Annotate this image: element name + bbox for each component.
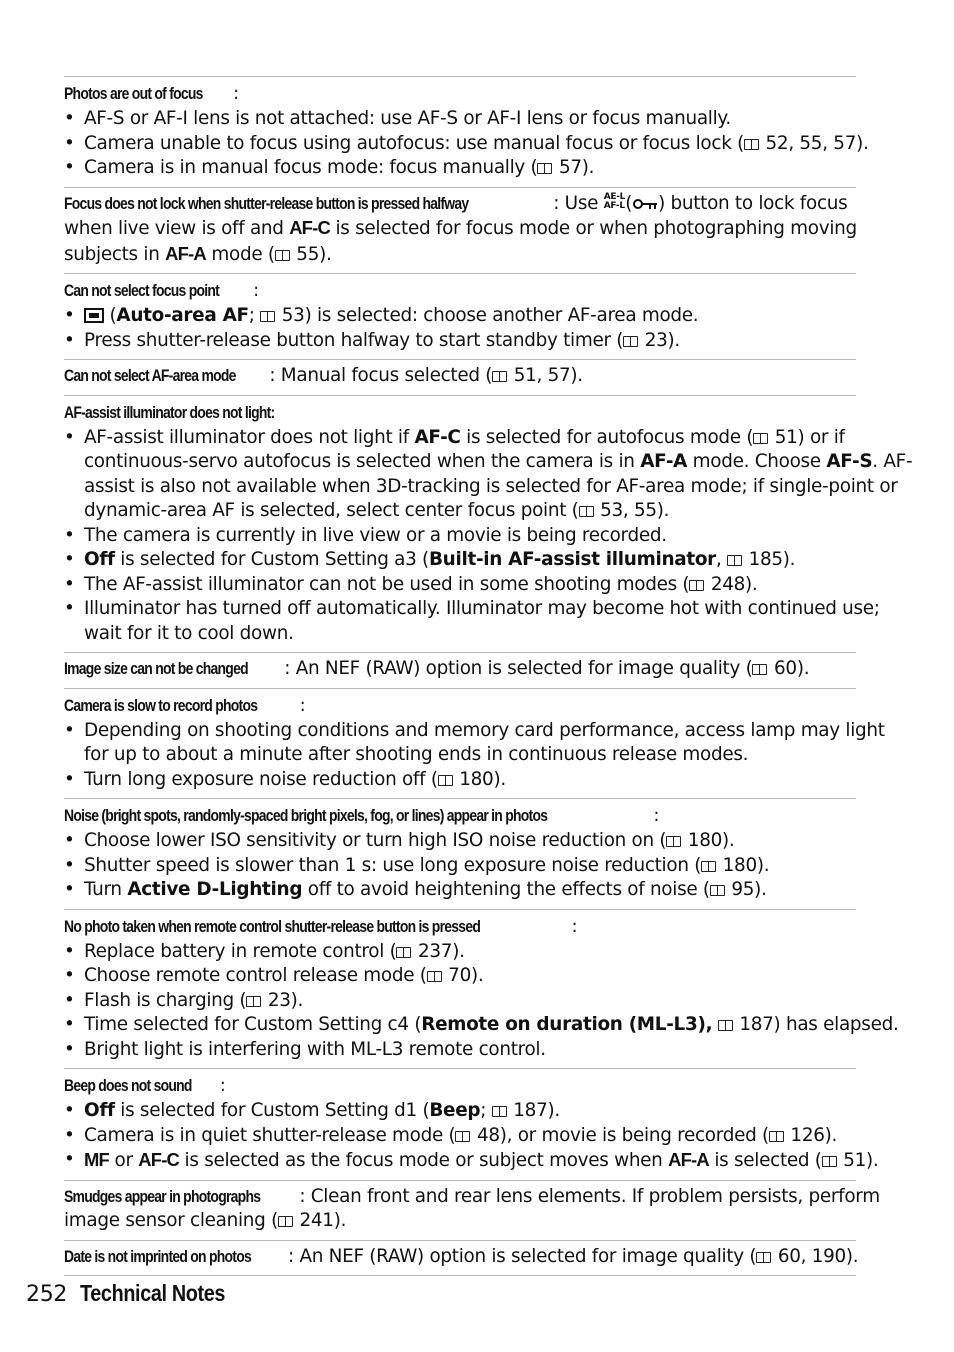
text-run: assist is also not available when 3D-tracking is selected for AF-area mode; if single-point or xyxy=(84,475,898,497)
menu-term: AF-S xyxy=(826,451,873,472)
bullet-icon: • xyxy=(64,426,75,448)
bullet-item xyxy=(64,1038,856,1063)
text-run: ( xyxy=(104,305,117,326)
book-icon xyxy=(727,555,742,566)
bullet-icon: • xyxy=(64,524,75,546)
book-icon xyxy=(455,1131,470,1142)
bullet-item xyxy=(64,1148,879,1174)
text-run: 57). xyxy=(553,157,595,178)
text-run: image sensor cleaning ( xyxy=(64,1210,278,1231)
heading-colon: : xyxy=(219,1075,226,1096)
entry-heading-line xyxy=(64,693,856,719)
text-run: : An NEF (RAW) option is selected for image quality ( xyxy=(284,658,753,679)
bullet-item xyxy=(64,548,856,573)
book-icon xyxy=(260,311,275,322)
focus-mode-term: AF-C xyxy=(289,217,330,238)
bullet-item xyxy=(64,426,856,451)
bullet-icon: • xyxy=(64,1014,75,1035)
troubleshooting-entry xyxy=(64,76,869,187)
text-run: 187) has elapsed. xyxy=(733,1014,899,1035)
text-run: AF-S or AF-I lens is not attached: use AF-S or AF-I lens or focus manually. xyxy=(84,108,731,129)
heading-colon: : xyxy=(233,83,240,104)
text-run: Shutter speed is slower than 1 s: use long exposure noise reduction ( xyxy=(84,854,702,876)
entry-heading: Noise (bright spots, randomly-spaced bright pixels, fog, or lines) appear in photos xyxy=(64,806,548,825)
troubleshooting-entry xyxy=(64,1068,879,1180)
text-run: subjects in xyxy=(64,243,166,265)
troubleshooting-entry xyxy=(64,273,856,359)
bullet-icon: • xyxy=(64,1149,75,1170)
bullet-item xyxy=(64,854,856,879)
troubleshooting-entry xyxy=(64,1240,859,1277)
book-icon xyxy=(701,861,716,872)
entry-heading: Can not select focus point xyxy=(64,281,220,300)
bullet-item xyxy=(64,107,856,132)
text-run: mode. Choose xyxy=(687,451,827,472)
entry-heading: AF-assist illuminator does not light: xyxy=(64,402,275,422)
bullet-item xyxy=(64,1124,856,1149)
text-run: Depending on shooting conditions and memory card performance, access lamp may light xyxy=(84,719,885,741)
book-icon xyxy=(537,163,552,174)
bullet-item xyxy=(64,829,856,854)
entry-heading-line xyxy=(64,914,856,940)
bullet-icon: • xyxy=(64,598,75,619)
text-run: : Manual focus selected ( xyxy=(269,365,493,386)
focus-mode-term: AF-C xyxy=(138,1149,180,1170)
bullet-icon: • xyxy=(64,132,75,154)
heading-colon: : xyxy=(653,805,660,826)
text-line xyxy=(64,657,856,682)
text-run: : Use xyxy=(553,192,604,214)
entry-heading-line xyxy=(64,81,856,107)
text-run: 60, 190). xyxy=(772,1245,859,1267)
bullet-icon: • xyxy=(64,157,75,178)
text-run: ; xyxy=(248,305,261,326)
book-icon xyxy=(752,664,767,675)
bullet-icon: • xyxy=(64,719,75,741)
troubleshooting-entry xyxy=(64,359,856,395)
menu-term: Off xyxy=(84,549,115,570)
bullet-item xyxy=(64,597,880,622)
troubleshooting-entry xyxy=(64,1180,880,1240)
book-icon xyxy=(278,1216,293,1227)
text-line xyxy=(64,450,913,475)
entry-heading-line xyxy=(64,803,856,829)
focus-mode-term: AF-A xyxy=(165,242,206,264)
text-run: 51). xyxy=(837,1150,879,1171)
text-run: ; xyxy=(480,1100,492,1121)
text-run: Camera is in manual focus mode: focus manually ( xyxy=(84,157,538,178)
menu-term: AF-A xyxy=(640,451,688,472)
text-run: ) button to lock focus xyxy=(658,192,848,214)
menu-term: Active D-Lighting xyxy=(127,879,303,900)
entry-heading: Camera is slow to record photos xyxy=(64,695,258,715)
bullet-icon: • xyxy=(64,1100,75,1121)
book-icon xyxy=(623,336,638,347)
text-run: AF-assist illuminator does not light if xyxy=(84,426,415,448)
text-run: The camera is currently in live view or a movie is being recorded. xyxy=(84,524,667,546)
troubleshooting-entry xyxy=(64,688,885,799)
text-run: is selected ( xyxy=(708,1150,822,1171)
bullet-item xyxy=(64,878,856,903)
bullet-item xyxy=(64,1013,899,1038)
book-icon xyxy=(753,433,768,444)
text-run: 51) or if xyxy=(769,426,845,448)
bullet-item xyxy=(64,132,869,157)
text-run: 53) is selected: choose another AF-area mode. xyxy=(276,305,699,326)
text-run: 241). xyxy=(293,1210,347,1231)
text-run: , xyxy=(715,549,728,570)
text-run: 126). xyxy=(784,1124,838,1146)
text-run: 70). xyxy=(442,965,484,986)
text-run: Press shutter-release button halfway to start standby timer ( xyxy=(84,329,624,351)
book-icon xyxy=(718,1020,733,1031)
text-run: 23). xyxy=(262,989,304,1011)
text-line xyxy=(64,192,856,217)
bullet-icon: • xyxy=(64,305,75,326)
entry-heading-line xyxy=(64,1073,856,1099)
text-run: Camera unable to focus using autofocus: use manual focus or focus lock ( xyxy=(84,132,744,154)
bullet-icon: • xyxy=(64,879,75,900)
bullet-item xyxy=(64,940,856,965)
text-run: is selected for Custom Setting a3 ( xyxy=(114,549,429,570)
text-run: Bright light is interfering with ML-L3 remote control. xyxy=(84,1038,546,1060)
text-run: Illuminator has turned off automatically. Illuminator may become hot with continued use; xyxy=(84,598,880,619)
bullet-item xyxy=(64,1099,856,1124)
page-footer xyxy=(26,1280,249,1307)
bullet-item xyxy=(64,573,856,598)
bullet-item xyxy=(64,156,856,181)
text-run: . AF- xyxy=(872,451,913,472)
text-run: when live view is off and xyxy=(64,218,290,239)
book-icon xyxy=(666,836,681,847)
ae-l-af-l-icon: AE-L AF-L xyxy=(603,191,626,211)
heading-colon: : xyxy=(299,694,306,716)
text-line xyxy=(64,1185,880,1210)
entry-heading: Smudges appear in photographs xyxy=(64,1186,261,1206)
text-run: 48), or movie is being recorded ( xyxy=(471,1124,769,1146)
text-run: dynamic-area AF is selected, select center focus point ( xyxy=(84,500,579,521)
text-run: 237). xyxy=(412,940,465,962)
bullet-icon: • xyxy=(64,1124,75,1146)
bullet-icon: • xyxy=(64,854,75,876)
book-icon xyxy=(438,775,453,786)
book-icon xyxy=(396,947,411,958)
book-icon xyxy=(579,506,594,517)
text-line xyxy=(64,622,856,647)
text-run: Choose remote control release mode ( xyxy=(84,965,427,986)
troubleshooting-entry xyxy=(64,909,899,1069)
menu-term: Auto-area AF xyxy=(116,305,249,326)
bullet-item xyxy=(64,989,856,1014)
book-icon xyxy=(275,250,290,261)
text-run: The AF-assist illuminator can not be used in some shooting modes ( xyxy=(84,573,690,595)
focus-mode-term: MF xyxy=(84,1149,109,1170)
text-run: wait for it to cool down. xyxy=(84,622,294,644)
entry-heading: Beep does not sound xyxy=(64,1076,192,1095)
text-run: 185). xyxy=(743,549,796,570)
text-run: 180). xyxy=(717,854,770,876)
text-run: is selected as the focus mode or subject moves when xyxy=(179,1150,669,1171)
book-icon xyxy=(744,139,759,150)
key-icon xyxy=(632,193,658,205)
text-run: : Clean front and rear lens elements. If problem persists, perform xyxy=(299,1185,880,1207)
bullet-item xyxy=(64,719,885,744)
troubleshooting-entry xyxy=(64,798,856,909)
text-run: : An NEF (RAW) option is selected for image quality ( xyxy=(288,1245,757,1267)
troubleshooting-list xyxy=(64,76,913,1276)
bullet-icon: • xyxy=(64,965,75,986)
troubleshooting-entry xyxy=(64,395,913,653)
book-icon xyxy=(492,371,507,382)
bullet-item xyxy=(64,964,856,989)
focus-mode-term: AF-A xyxy=(668,1149,709,1170)
heading-colon: : xyxy=(571,915,578,937)
text-line xyxy=(64,475,898,500)
text-line xyxy=(64,499,856,524)
text-run: 60). xyxy=(768,658,810,679)
book-icon xyxy=(492,1106,507,1117)
bullet-item xyxy=(64,329,856,354)
text-run: 180). xyxy=(682,830,735,851)
page-number: 252 xyxy=(26,1282,68,1307)
troubleshooting-entry xyxy=(64,187,856,274)
text-line xyxy=(64,216,856,242)
text-run: 23). xyxy=(639,329,680,351)
menu-term: AF-C xyxy=(414,426,461,448)
bullet-icon: • xyxy=(64,1038,75,1060)
bullet-icon: • xyxy=(64,768,75,790)
text-run: Turn xyxy=(84,879,128,900)
text-run: Choose lower ISO sensitivity or turn high ISO noise reduction on ( xyxy=(84,830,667,851)
entry-heading: Image size can not be changed xyxy=(64,659,248,678)
bullet-item xyxy=(64,304,856,329)
entry-heading-line xyxy=(64,278,856,304)
text-run: Replace battery in remote control ( xyxy=(84,940,397,962)
heading-colon: : xyxy=(253,280,260,301)
bullet-item xyxy=(64,524,856,549)
text-run: mode ( xyxy=(205,243,275,265)
text-run: is selected for Custom Setting d1 ( xyxy=(114,1100,430,1121)
auto-area-icon xyxy=(84,308,104,323)
book-icon xyxy=(246,996,261,1007)
text-run: 51, 57). xyxy=(508,365,583,386)
book-icon xyxy=(756,1252,771,1263)
entry-heading: Photos are out of focus xyxy=(64,84,203,103)
text-line xyxy=(64,1209,856,1234)
menu-term: Off xyxy=(84,1100,115,1121)
entry-heading: Can not select AF-area mode xyxy=(64,366,236,385)
menu-term: Built-in AF-assist illuminator xyxy=(428,549,716,570)
book-icon xyxy=(689,580,704,591)
text-run: 180). xyxy=(453,768,506,790)
bullet-icon: • xyxy=(64,940,75,962)
book-icon xyxy=(769,1131,784,1142)
text-run: continuous-servo autofocus is selected when the camera is in xyxy=(84,451,641,472)
text-run: 95). xyxy=(725,879,767,900)
entry-heading-line xyxy=(64,400,856,426)
bullet-icon: • xyxy=(64,108,75,129)
text-line xyxy=(64,364,856,389)
text-line xyxy=(64,743,856,768)
text-run: Turn long exposure noise reduction off ( xyxy=(84,768,438,790)
bullet-icon: • xyxy=(64,989,75,1011)
book-icon xyxy=(822,1156,837,1167)
text-run: Camera is in quiet shutter-release mode ( xyxy=(84,1124,456,1146)
text-run: Time selected for Custom Setting c4 ( xyxy=(84,1014,422,1035)
text-line xyxy=(64,242,856,268)
bullet-icon: • xyxy=(64,573,75,595)
bullet-item xyxy=(64,768,856,793)
entry-heading: Date is not imprinted on photos xyxy=(64,1246,251,1266)
menu-term: Beep xyxy=(429,1100,481,1121)
entry-heading: No photo taken when remote control shutter-release button is pressed xyxy=(64,916,481,936)
bullet-icon: • xyxy=(64,329,75,351)
troubleshooting-entry xyxy=(64,652,856,688)
bullet-icon: • xyxy=(64,830,75,851)
text-run: is selected for autofocus mode ( xyxy=(460,426,754,448)
book-icon xyxy=(427,971,442,982)
text-run: Flash is charging ( xyxy=(84,989,247,1011)
text-run: for up to about a minute after shooting ends in continuous release modes. xyxy=(84,744,749,765)
menu-term: Remote on duration (ML-L3), xyxy=(421,1014,713,1035)
text-run: 53, 55). xyxy=(594,500,670,521)
text-run: 55). xyxy=(290,243,332,265)
entry-heading: Focus does not lock when shutter-release button is pressed halfway xyxy=(64,193,469,213)
text-run: is selected for focus mode or when photographing moving xyxy=(329,218,857,239)
book-icon xyxy=(710,885,725,896)
text-run: or xyxy=(108,1150,139,1171)
text-run: ( xyxy=(619,192,633,214)
text-run: off to avoid heightening the effects of noise ( xyxy=(302,879,710,900)
section-title: Technical Notes xyxy=(80,1280,226,1306)
text-run: 187). xyxy=(507,1100,560,1121)
text-run: 52, 55, 57). xyxy=(759,132,869,154)
text-line xyxy=(64,1245,859,1270)
text-run: 248). xyxy=(705,573,758,595)
bullet-icon: • xyxy=(64,549,75,570)
